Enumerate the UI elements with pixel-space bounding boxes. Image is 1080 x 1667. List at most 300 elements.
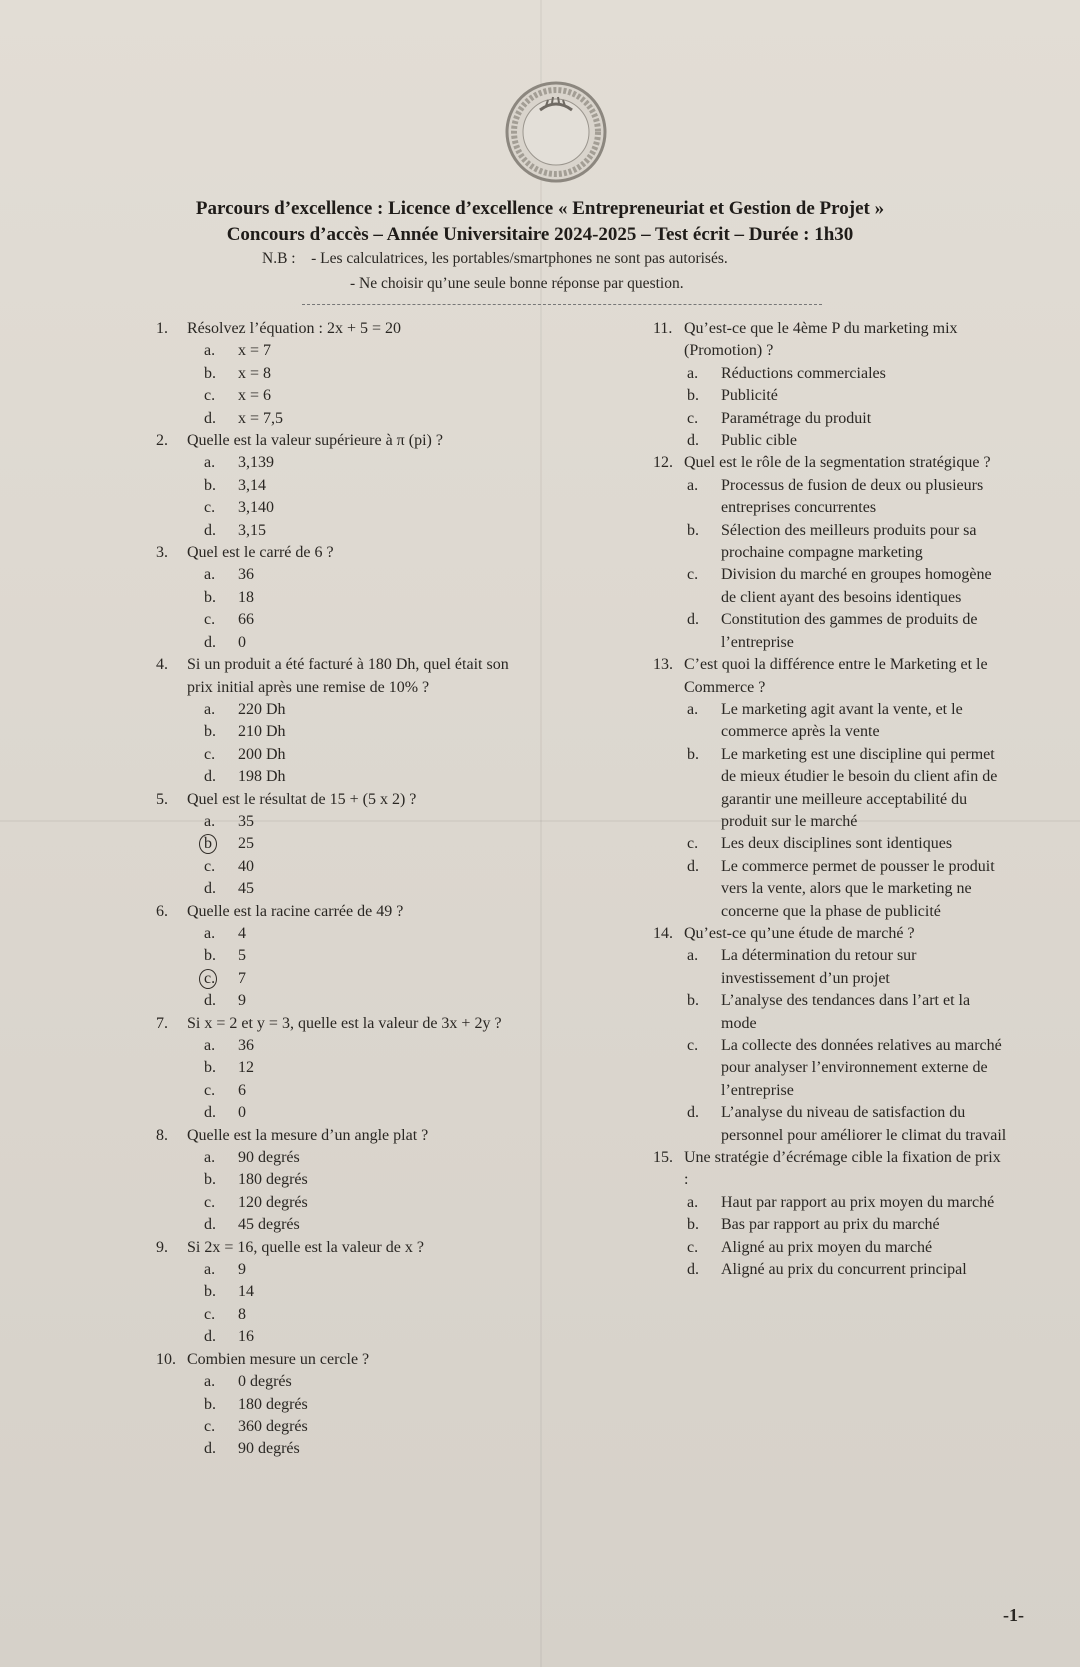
note-line-1 [262, 250, 728, 268]
answer-option [204, 1259, 526, 1281]
option-letter-text: c. [204, 745, 216, 763]
answer-option [687, 1237, 1008, 1259]
answer-options [687, 945, 1008, 1147]
answer-option [204, 833, 526, 855]
option-letter [687, 1237, 721, 1259]
question [156, 654, 526, 699]
answer-options [204, 811, 526, 901]
question-number: 13. [653, 656, 673, 674]
answer-option [204, 856, 526, 878]
option-letter [204, 1416, 238, 1438]
question [156, 318, 526, 340]
option-letter [204, 1371, 238, 1393]
option-letter-text: a. [687, 364, 699, 382]
option-text: 360 degrés [238, 1417, 308, 1435]
option-text: 14 [238, 1283, 254, 1301]
question-block [156, 1125, 526, 1237]
option-text: x = 7 [238, 342, 272, 360]
option-text: Les deux disciplines sont identiques [721, 835, 953, 853]
answer-options [204, 699, 526, 789]
option-text: L’analyse du niveau de satisfaction du personnel pour améliorer le climat du travail [721, 1104, 1007, 1144]
option-text: 45 degrés [238, 1216, 300, 1234]
answer-options [204, 1035, 526, 1125]
question-block [156, 789, 526, 901]
question [653, 923, 1008, 945]
answer-option [204, 1080, 526, 1102]
option-letter [204, 1147, 238, 1169]
option-letter [687, 990, 721, 1035]
option-text: Public cible [721, 432, 797, 450]
answer-option [687, 520, 1008, 565]
option-text: 16 [238, 1328, 254, 1346]
option-letter [204, 923, 238, 945]
answer-option [687, 1259, 1008, 1281]
option-letter-text: c. [204, 1081, 216, 1099]
answer-option [687, 990, 1008, 1035]
handwritten-circle-mark [199, 969, 217, 989]
option-text: Paramétrage du produit [721, 409, 872, 427]
option-text: x = 7,5 [238, 409, 284, 427]
question-block [156, 654, 526, 788]
option-letter [687, 699, 721, 744]
option-letter [204, 878, 238, 900]
answer-option [204, 721, 526, 743]
option-text: 90 degrés [238, 1149, 300, 1167]
option-letter-text: d. [204, 992, 216, 1010]
option-text: Constitution des gammes de produits de l’entreprise [721, 611, 978, 651]
option-letter [204, 945, 238, 967]
exam-title: Concours d’accès – Année Universitaire 2024-2025 – Test écrit – Durée : 1h30 [226, 224, 854, 245]
option-letter-text: c. [687, 835, 699, 853]
option-letter [687, 744, 721, 834]
answer-option [687, 833, 1008, 855]
option-text: 220 Dh [238, 700, 286, 718]
answer-option [687, 363, 1008, 385]
answer-option [204, 340, 526, 362]
option-letter [204, 452, 238, 474]
question-block [653, 923, 1008, 1147]
option-text: Publicité [721, 387, 778, 405]
option-text: 12 [238, 1059, 254, 1077]
option-letter-text: d. [204, 768, 216, 786]
answer-options [204, 1147, 526, 1237]
option-letter [204, 1057, 238, 1079]
option-letter [204, 833, 238, 855]
answer-option [687, 408, 1008, 430]
option-text: 120 degrés [238, 1193, 308, 1211]
option-text: Sélection des meilleurs produits pour sa prochaine compagne marketing [721, 521, 977, 562]
question-block [653, 452, 1008, 654]
question-block [156, 1013, 526, 1125]
option-letter [204, 721, 238, 743]
option-letter [204, 1326, 238, 1348]
answer-option [204, 1281, 526, 1303]
question-block [653, 654, 1008, 923]
option-letter-text: d. [204, 521, 216, 539]
program-title: Parcours d’excellence : Licence d’excellence « Entrepreneuriat et Gestion de Projet » [195, 198, 885, 219]
question-block [156, 1349, 526, 1461]
option-letter [204, 1281, 238, 1303]
option-letter-text: c. [204, 1417, 216, 1435]
answer-option [204, 1192, 526, 1214]
option-text: 40 [238, 857, 254, 875]
option-text: 3,15 [238, 521, 266, 539]
option-letter-text: b. [687, 1216, 699, 1234]
option-letter [687, 564, 721, 609]
option-letter [204, 1438, 238, 1460]
option-letter [204, 968, 238, 990]
option-letter-text: a. [204, 566, 216, 584]
option-text: 0 degrés [238, 1373, 292, 1391]
option-letter-text: d. [204, 633, 216, 651]
option-text: 3,140 [238, 499, 274, 517]
question-text: Quelle est la racine carrée de 49 ? [187, 902, 404, 920]
option-text: 198 Dh [238, 768, 286, 786]
option-text: Bas par rapport au prix du marché [721, 1216, 940, 1234]
option-letter-text: d. [204, 1440, 216, 1458]
answer-option [204, 990, 526, 1012]
option-letter [204, 587, 238, 609]
option-text: 90 degrés [238, 1440, 300, 1458]
option-text: 3,14 [238, 476, 266, 494]
option-text: 0 [238, 633, 246, 651]
question-block [156, 1237, 526, 1349]
option-letter-text: c. [687, 1037, 699, 1054]
option-letter [687, 1102, 721, 1147]
option-letter [687, 833, 721, 855]
answer-option [204, 1102, 526, 1124]
option-letter-text: c. [204, 1305, 216, 1323]
option-letter-text: a. [204, 1149, 216, 1167]
option-letter-text: c. [204, 387, 216, 405]
answer-options [204, 1259, 526, 1349]
option-letter-text: a. [687, 947, 699, 965]
answer-option [204, 744, 526, 766]
answer-option [687, 1192, 1008, 1214]
option-letter-text: b. [687, 992, 699, 1010]
option-letter [204, 811, 238, 833]
option-text: 35 [238, 812, 254, 830]
answer-options [204, 1371, 526, 1461]
question-number: 8. [156, 1126, 168, 1144]
question-text: Quelle est la mesure d’un angle plat ? [187, 1126, 429, 1144]
answer-option [204, 1169, 526, 1191]
option-text: Le marketing agit avant la vente, et le commerce après la vente [721, 700, 963, 741]
option-letter-text: d. [687, 432, 699, 450]
option-text: 200 Dh [238, 745, 286, 763]
option-text: L’analyse des tendances dans l’art et la mode [721, 992, 971, 1032]
question [156, 542, 526, 564]
option-text: 4 [238, 924, 246, 942]
option-letter-text: b. [204, 364, 216, 382]
option-letter-text: a. [204, 924, 216, 942]
option-letter [204, 497, 238, 519]
option-letter [204, 744, 238, 766]
option-letter [204, 699, 238, 721]
question-number: 7. [156, 1014, 168, 1032]
option-letter-text: b. [687, 745, 699, 763]
answer-option [204, 1057, 526, 1079]
answer-options [204, 340, 526, 430]
option-text: 180 degrés [238, 1171, 308, 1189]
question-number: 15. [653, 1149, 673, 1167]
option-text: 25 [238, 835, 254, 853]
option-letter [687, 1192, 721, 1214]
option-letter [204, 1102, 238, 1124]
option-letter [687, 1259, 721, 1281]
separator [302, 304, 822, 305]
university-logo [504, 80, 608, 184]
option-letter [204, 766, 238, 788]
option-letter [204, 475, 238, 497]
option-letter [687, 1035, 721, 1102]
question [156, 1237, 526, 1259]
option-letter-text: c. [204, 969, 216, 987]
option-text: 18 [238, 588, 254, 606]
answer-option [204, 520, 526, 542]
question-number: 11. [653, 320, 673, 337]
answer-option [204, 385, 526, 407]
option-letter-text: b. [204, 1395, 216, 1413]
question-block [653, 318, 1008, 452]
right-column [653, 318, 1008, 1281]
option-text: Haut par rapport au prix moyen du marché [721, 1193, 995, 1211]
note-text: - Les calculatrices, les portables/smartphones ne sont pas autorisés. [311, 250, 728, 267]
answer-option [204, 1304, 526, 1326]
option-letter-text: c. [204, 1193, 216, 1211]
answer-option [204, 497, 526, 519]
option-text: 8 [238, 1305, 246, 1323]
option-letter [687, 856, 721, 923]
answer-options [687, 475, 1008, 654]
option-text: 180 degrés [238, 1395, 308, 1413]
answer-option [204, 699, 526, 721]
option-letter-text: a. [204, 700, 216, 718]
page-number: -1- [1003, 1605, 1024, 1625]
question-block [156, 430, 526, 542]
question-number: 1. [156, 320, 168, 337]
option-text: 9 [238, 992, 246, 1010]
option-letter [204, 408, 238, 430]
answer-option [204, 564, 526, 586]
question-text: Qu’est-ce que le 4ème P du marketing mix (Promotion) ? [684, 320, 958, 360]
option-letter-text: d. [687, 1104, 699, 1122]
answer-option [204, 945, 526, 967]
option-letter-text: a. [204, 812, 216, 830]
option-letter-text: a. [687, 700, 699, 718]
option-letter [687, 475, 721, 520]
question-number: 2. [156, 432, 168, 450]
option-letter-text: c. [687, 409, 699, 427]
question [653, 452, 1008, 474]
answer-options [687, 699, 1008, 923]
answer-option [204, 452, 526, 474]
answer-option [204, 1147, 526, 1169]
option-letter-text: d. [204, 1328, 216, 1346]
option-letter [204, 1214, 238, 1236]
answer-option [204, 1438, 526, 1460]
question-number: 10. [156, 1350, 176, 1368]
option-text: Processus de fusion de deux ou plusieurs entreprises concurrentes [721, 476, 984, 517]
option-letter-text: a. [204, 1373, 216, 1391]
answer-option [204, 1214, 526, 1236]
question-text: Qu’est-ce qu’une étude de marché ? [684, 924, 915, 942]
option-text: 6 [238, 1081, 246, 1099]
option-letter-text: b. [204, 1059, 216, 1077]
answer-option [204, 632, 526, 654]
answer-options [204, 923, 526, 1013]
answer-option [687, 385, 1008, 407]
answer-options [204, 564, 526, 654]
option-letter-text: d. [687, 857, 699, 875]
option-letter [204, 1035, 238, 1057]
answer-option [687, 1102, 1008, 1147]
note-label: N.B : [262, 250, 296, 267]
answer-option [687, 430, 1008, 452]
option-letter [687, 363, 721, 385]
option-text: Le marketing est une discipline qui permet de mieux étudier le besoin du client afin de garantir une meilleure acceptabilité du produit sur le marché [721, 745, 998, 830]
option-letter-text: a. [687, 1193, 699, 1211]
option-letter-text: c. [204, 499, 216, 517]
question [156, 430, 526, 452]
option-text: 36 [238, 1037, 254, 1054]
option-text: 3,139 [238, 454, 274, 472]
answer-option [687, 856, 1008, 923]
answer-option [204, 923, 526, 945]
option-text: 66 [238, 611, 254, 629]
answer-option [687, 609, 1008, 654]
option-letter-text: a. [687, 476, 699, 494]
option-letter [687, 385, 721, 407]
question-number: 4. [156, 656, 168, 674]
option-letter [204, 1192, 238, 1214]
question-number: 9. [156, 1238, 168, 1256]
option-letter [204, 990, 238, 1012]
option-letter [204, 1394, 238, 1416]
answer-option [204, 475, 526, 497]
option-text: Le commerce permet de pousser le produit vers la vente, alors que le marketing ne concerne que la phase de publicité [721, 857, 995, 920]
question-text: C’est quoi la différence entre le Marketing et le Commerce ? [684, 656, 988, 696]
answer-options [687, 1192, 1008, 1282]
option-text: x = 6 [238, 387, 272, 405]
answer-option [204, 1035, 526, 1057]
question-text: Quel est le carré de 6 ? [187, 544, 334, 562]
answer-option [687, 699, 1008, 744]
question-number: 3. [156, 544, 168, 562]
question [156, 789, 526, 811]
note-line-2: - Ne choisir qu’une seule bonne réponse par question. [350, 275, 684, 292]
option-letter-text: a. [204, 454, 216, 472]
option-letter [687, 408, 721, 430]
option-letter-text: b. [687, 521, 699, 539]
option-letter-text: c. [204, 611, 216, 629]
option-letter-text: d. [204, 1216, 216, 1234]
option-letter-text: b. [204, 947, 216, 965]
answer-option [687, 475, 1008, 520]
option-letter-text: b. [687, 387, 699, 405]
option-letter [687, 609, 721, 654]
question [156, 901, 526, 923]
option-text: 5 [238, 947, 246, 965]
option-text: 36 [238, 566, 254, 584]
answer-option [204, 363, 526, 385]
option-letter-text: b. [204, 476, 216, 494]
option-letter [204, 1080, 238, 1102]
option-letter [204, 1304, 238, 1326]
option-letter-text: a. [204, 1261, 216, 1279]
option-letter [204, 363, 238, 385]
option-letter-text: d. [204, 409, 216, 427]
question-text: Combien mesure un cercle ? [187, 1350, 370, 1368]
option-text: 9 [238, 1261, 246, 1279]
answer-option [204, 587, 526, 609]
option-text: 45 [238, 880, 254, 898]
answer-option [204, 878, 526, 900]
option-text: Division du marché en groupes homogène de client ayant des besoins identiques [721, 566, 992, 606]
option-letter [204, 385, 238, 407]
option-letter-text: a. [204, 342, 216, 360]
option-text: 7 [238, 969, 246, 987]
option-text: La détermination du retour sur investissement d’un projet [721, 947, 917, 987]
question-block [156, 542, 526, 654]
option-letter-text: d. [204, 880, 216, 898]
option-letter-text: b. [204, 1171, 216, 1189]
question [156, 1013, 526, 1035]
option-text: Réductions commerciales [721, 364, 886, 382]
option-letter [204, 1259, 238, 1281]
option-letter [687, 945, 721, 990]
answer-option [204, 1416, 526, 1438]
option-letter [687, 1214, 721, 1236]
answer-option [687, 1035, 1008, 1102]
question [653, 654, 1008, 699]
option-letter-text: b [204, 835, 212, 853]
question-text: Si 2x = 16, quelle est la valeur de x ? [187, 1238, 424, 1256]
option-letter-text: b. [204, 588, 216, 606]
option-letter [204, 609, 238, 631]
question-text: Quel est le résultat de 15 + (5 x 2) ? [187, 790, 417, 808]
answer-option [204, 766, 526, 788]
option-letter-text: a. [204, 1037, 216, 1054]
option-text: 0 [238, 1104, 246, 1122]
question-text: Quel est le rôle de la segmentation stratégique ? [684, 454, 991, 472]
option-letter [204, 1169, 238, 1191]
question-text: Si x = 2 et y = 3, quelle est la valeur de 3x + 2y ? [187, 1014, 502, 1032]
option-letter-text: b. [204, 1283, 216, 1301]
answer-option [204, 1326, 526, 1348]
question [156, 1349, 526, 1371]
question [653, 318, 1008, 363]
question-text: Quelle est la valeur supérieure à π (pi) ? [187, 432, 443, 450]
option-letter-text: c. [204, 857, 216, 875]
option-letter [204, 340, 238, 362]
answer-option [204, 811, 526, 833]
answer-option [687, 945, 1008, 990]
handwritten-circle-mark [199, 834, 217, 854]
answer-option [204, 968, 526, 990]
question-number: 14. [653, 924, 673, 942]
question-number: 5. [156, 790, 168, 808]
answer-options [687, 363, 1008, 453]
option-text: x = 8 [238, 364, 272, 382]
option-text: 210 Dh [238, 723, 286, 741]
question [156, 1125, 526, 1147]
option-letter-text: c. [687, 1238, 699, 1256]
option-text: Aligné au prix du concurrent principal [721, 1261, 967, 1279]
option-text: La collecte des données relatives au marché pour analyser l’environnement externe de l’entreprise [721, 1037, 1002, 1099]
option-letter-text: d. [687, 611, 699, 629]
answer-option [687, 564, 1008, 609]
